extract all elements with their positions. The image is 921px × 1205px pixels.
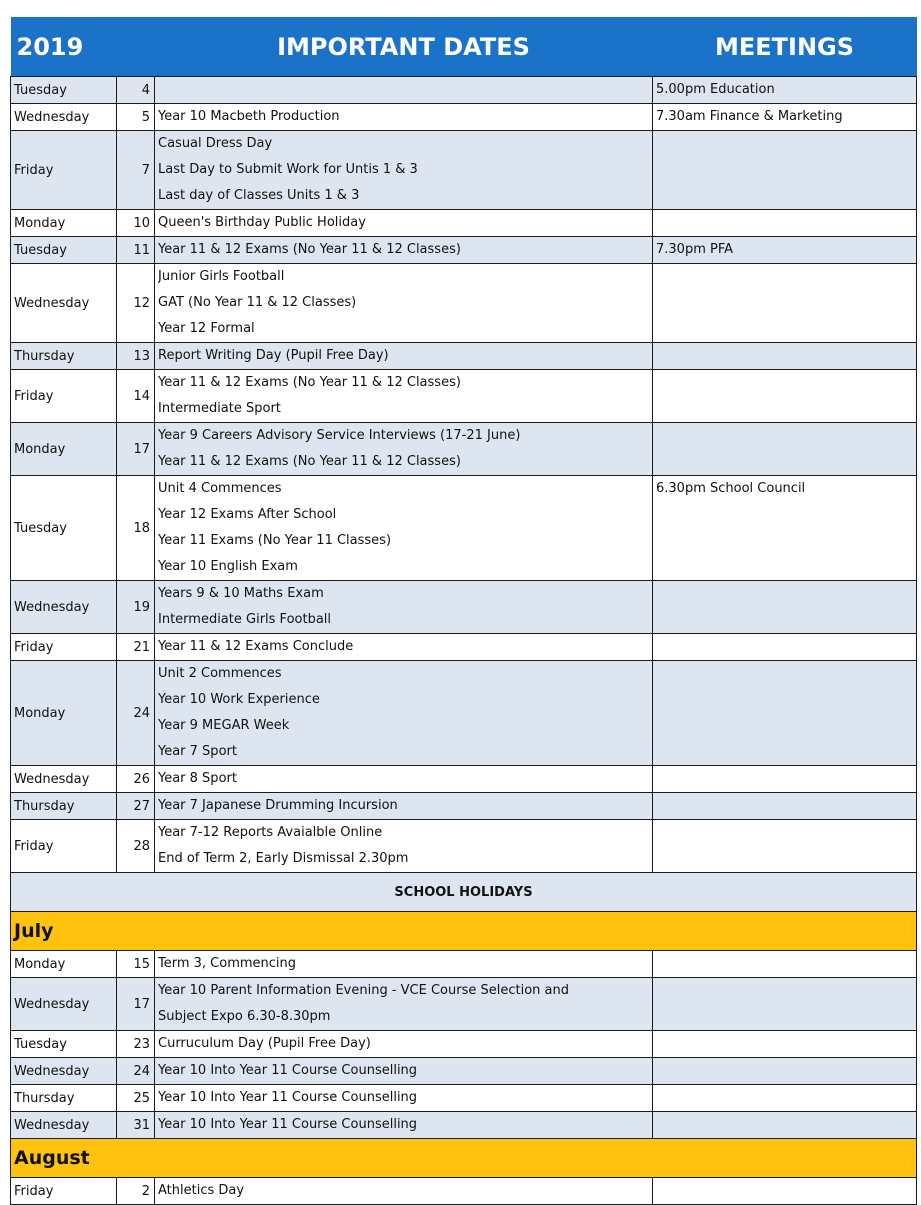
meeting-text xyxy=(656,264,913,290)
event-line: Year 10 English Exam xyxy=(158,559,298,574)
row-meeting xyxy=(653,131,917,210)
row-events xyxy=(155,1058,653,1085)
table-row xyxy=(11,476,917,581)
row-day: Friday xyxy=(11,634,117,661)
row-meeting xyxy=(653,634,917,661)
row-events xyxy=(155,661,653,766)
row-day: Tuesday xyxy=(11,476,117,581)
row-day: Friday xyxy=(11,131,117,210)
row-date-number: 23 xyxy=(117,1031,155,1058)
important-dates-document xyxy=(10,17,916,1205)
table-row xyxy=(11,820,917,873)
table-row xyxy=(11,370,917,423)
row-day: Thursday xyxy=(11,1085,117,1112)
row-day: Monday xyxy=(11,661,117,766)
row-day: Wednesday xyxy=(11,1058,117,1085)
event-line: Year 10 Into Year 11 Course Counselling xyxy=(158,1117,418,1132)
event-line: Year 9 Careers Advisory Service Interviews (17-21 June) xyxy=(158,428,521,443)
event-line: Intermediate Sport xyxy=(158,401,281,416)
event-line: Year 11 & 12 Exams (No Year 11 & 12 Classes) xyxy=(158,375,461,390)
meeting-text xyxy=(656,766,913,792)
event-line: Report Writing Day (Pupil Free Day) xyxy=(158,348,389,363)
row-date-number: 27 xyxy=(117,793,155,820)
event-line: Year 7-12 Reports Avaialble Online xyxy=(158,825,383,840)
event-line: Term 3, Commencing xyxy=(158,956,297,971)
meeting-text: 7.30am Finance & Marketing xyxy=(656,109,843,124)
row-meeting xyxy=(653,581,917,634)
row-events xyxy=(155,264,653,343)
event-line: Unit 2 Commences xyxy=(158,666,282,681)
meeting-text xyxy=(656,951,913,977)
table-row xyxy=(11,766,917,793)
row-date-number: 2 xyxy=(117,1178,155,1205)
dates-table xyxy=(10,17,917,1205)
row-date-number: 25 xyxy=(117,1085,155,1112)
event-line: GAT (No Year 11 & 12 Classes) xyxy=(158,295,357,310)
row-day: Wednesday xyxy=(11,766,117,793)
row-events xyxy=(155,978,653,1031)
header-meetings: MEETINGS xyxy=(653,17,917,77)
table-row xyxy=(11,104,917,131)
row-events xyxy=(155,1178,653,1205)
row-meeting xyxy=(653,104,917,131)
event-line: Year 9 MEGAR Week xyxy=(158,718,290,733)
event-line: Queen's Birthday Public Holiday xyxy=(158,215,366,230)
table-row xyxy=(11,951,917,978)
table-row xyxy=(11,1031,917,1058)
row-day: Wednesday xyxy=(11,264,117,343)
event-line: Year 11 & 12 Exams (No Year 11 & 12 Classes) xyxy=(158,242,461,257)
row-date-number: 24 xyxy=(117,1058,155,1085)
meeting-text xyxy=(656,1031,913,1057)
meeting-text xyxy=(656,661,913,687)
table-row xyxy=(11,978,917,1031)
row-meeting xyxy=(653,978,917,1031)
row-day: Tuesday xyxy=(11,77,117,104)
table-row xyxy=(11,237,917,264)
school-holidays-row xyxy=(11,873,917,912)
meeting-text xyxy=(656,1178,913,1204)
row-day: Wednesday xyxy=(11,978,117,1031)
table-row xyxy=(11,131,917,210)
meeting-text xyxy=(656,634,913,660)
table-row xyxy=(11,793,917,820)
row-events xyxy=(155,423,653,476)
event-line: Years 9 & 10 Maths Exam xyxy=(158,586,324,601)
row-date-number: 11 xyxy=(117,237,155,264)
meeting-text xyxy=(656,1085,913,1111)
row-date-number: 7 xyxy=(117,131,155,210)
meeting-text xyxy=(656,343,913,369)
row-events xyxy=(155,1085,653,1112)
event-line: Year 7 Japanese Drumming Incursion xyxy=(158,798,398,813)
event-line: Year 10 Work Experience xyxy=(158,692,320,707)
row-meeting xyxy=(653,237,917,264)
event-line xyxy=(158,77,649,103)
row-meeting xyxy=(653,661,917,766)
event-line: Intermediate Girls Football xyxy=(158,612,332,627)
table-row xyxy=(11,1112,917,1139)
event-line: Year 10 Into Year 11 Course Counselling xyxy=(158,1063,418,1078)
row-events xyxy=(155,104,653,131)
event-line: Year 12 Formal xyxy=(158,321,255,336)
row-date-number: 4 xyxy=(117,77,155,104)
table-row xyxy=(11,661,917,766)
row-events xyxy=(155,1031,653,1058)
row-date-number: 18 xyxy=(117,476,155,581)
month-header-july xyxy=(11,912,917,951)
row-date-number: 31 xyxy=(117,1112,155,1139)
row-date-number: 10 xyxy=(117,210,155,237)
event-line: Year 10 Macbeth Production xyxy=(158,109,340,124)
row-meeting xyxy=(653,1031,917,1058)
row-meeting xyxy=(653,423,917,476)
header-year: 2019 xyxy=(11,17,117,77)
row-date-number: 19 xyxy=(117,581,155,634)
row-events xyxy=(155,951,653,978)
row-events xyxy=(155,793,653,820)
row-meeting xyxy=(653,1085,917,1112)
row-day: Monday xyxy=(11,951,117,978)
row-meeting xyxy=(653,343,917,370)
row-day: Friday xyxy=(11,370,117,423)
row-day: Monday xyxy=(11,210,117,237)
row-date-number: 17 xyxy=(117,423,155,476)
row-meeting xyxy=(653,793,917,820)
table-row xyxy=(11,581,917,634)
meeting-text xyxy=(656,1112,913,1138)
meeting-text xyxy=(656,581,913,607)
table-row xyxy=(11,1058,917,1085)
row-meeting xyxy=(653,210,917,237)
row-events xyxy=(155,820,653,873)
row-date-number: 28 xyxy=(117,820,155,873)
table-header xyxy=(11,17,917,77)
table-row xyxy=(11,1178,917,1205)
row-events xyxy=(155,766,653,793)
row-date-number: 24 xyxy=(117,661,155,766)
event-line: Casual Dress Day xyxy=(158,136,273,151)
month-label: July xyxy=(11,912,917,951)
row-date-number: 21 xyxy=(117,634,155,661)
row-events xyxy=(155,581,653,634)
month-label: August xyxy=(11,1139,917,1178)
row-meeting xyxy=(653,1112,917,1139)
meeting-text: 7.30pm PFA xyxy=(656,242,734,257)
table-row xyxy=(11,634,917,661)
row-events xyxy=(155,1112,653,1139)
row-day: Friday xyxy=(11,820,117,873)
event-line: End of Term 2, Early Dismissal 2.30pm xyxy=(158,851,409,866)
row-date-number: 13 xyxy=(117,343,155,370)
row-day: Wednesday xyxy=(11,581,117,634)
event-line: Junior Girls Football xyxy=(158,269,285,284)
row-events xyxy=(155,634,653,661)
row-meeting xyxy=(653,370,917,423)
row-meeting xyxy=(653,264,917,343)
meeting-text xyxy=(656,1058,913,1084)
row-day: Thursday xyxy=(11,343,117,370)
event-line: Athletics Day xyxy=(158,1183,245,1198)
meeting-text xyxy=(656,131,913,157)
table-row xyxy=(11,264,917,343)
row-day: Tuesday xyxy=(11,237,117,264)
event-line: Unit 4 Commences xyxy=(158,481,282,496)
row-events xyxy=(155,77,653,104)
row-events xyxy=(155,131,653,210)
event-line: Curruculum Day (Pupil Free Day) xyxy=(158,1036,371,1051)
row-meeting xyxy=(653,476,917,581)
row-date-number: 12 xyxy=(117,264,155,343)
row-date-number: 5 xyxy=(117,104,155,131)
event-line: Year 11 Exams (No Year 11 Classes) xyxy=(158,533,392,548)
event-line: Subject Expo 6.30-8.30pm xyxy=(158,1009,331,1024)
event-line: Last day of Classes Units 1 & 3 xyxy=(158,188,360,203)
event-line: Year 11 & 12 Exams (No Year 11 & 12 Classes) xyxy=(158,454,461,469)
row-date-number: 15 xyxy=(117,951,155,978)
event-line: Last Day to Submit Work for Untis 1 & 3 xyxy=(158,162,418,177)
row-day: Wednesday xyxy=(11,104,117,131)
header-important-dates: IMPORTANT DATES xyxy=(155,17,653,77)
table-row xyxy=(11,423,917,476)
month-header-august xyxy=(11,1139,917,1178)
meeting-text: 6.30pm School Council xyxy=(656,481,806,496)
row-day: Thursday xyxy=(11,793,117,820)
meeting-text: 5.00pm Education xyxy=(656,82,775,97)
table-row xyxy=(11,343,917,370)
table-row xyxy=(11,210,917,237)
row-date-number: 26 xyxy=(117,766,155,793)
event-line: Year 8 Sport xyxy=(158,771,237,786)
row-meeting xyxy=(653,820,917,873)
meeting-text xyxy=(656,978,913,1004)
table-row xyxy=(11,77,917,104)
row-day: Tuesday xyxy=(11,1031,117,1058)
row-meeting xyxy=(653,1178,917,1205)
row-events xyxy=(155,476,653,581)
row-meeting xyxy=(653,77,917,104)
event-line: Year 10 Into Year 11 Course Counselling xyxy=(158,1090,418,1105)
row-day: Friday xyxy=(11,1178,117,1205)
event-line: Year 11 & 12 Exams Conclude xyxy=(158,639,354,654)
row-meeting xyxy=(653,766,917,793)
event-line: Year 12 Exams After School xyxy=(158,507,337,522)
meeting-text xyxy=(656,210,913,236)
row-events xyxy=(155,237,653,264)
row-meeting xyxy=(653,951,917,978)
meeting-text xyxy=(656,423,913,449)
row-events xyxy=(155,370,653,423)
row-meeting xyxy=(653,1058,917,1085)
row-day: Wednesday xyxy=(11,1112,117,1139)
row-date-number: 17 xyxy=(117,978,155,1031)
table-row xyxy=(11,1085,917,1112)
meeting-text xyxy=(656,820,913,846)
row-events xyxy=(155,343,653,370)
event-line: Year 7 Sport xyxy=(158,744,237,759)
event-line: Year 10 Parent Information Evening - VCE Course Selection and xyxy=(158,983,569,998)
meeting-text xyxy=(656,370,913,396)
school-holidays-label: SCHOOL HOLIDAYS xyxy=(11,873,917,912)
meeting-text xyxy=(656,793,913,819)
row-day: Monday xyxy=(11,423,117,476)
row-events xyxy=(155,210,653,237)
row-date-number: 14 xyxy=(117,370,155,423)
